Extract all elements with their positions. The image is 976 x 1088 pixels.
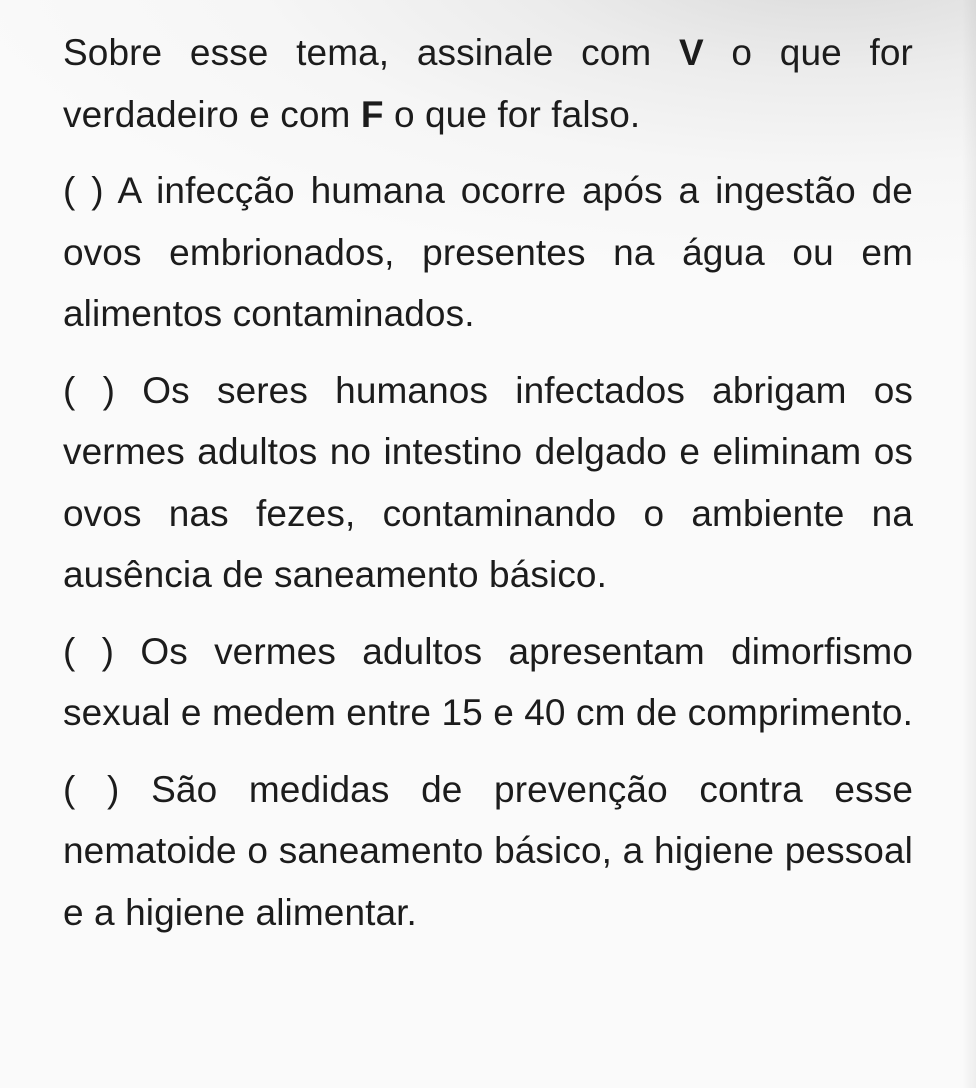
statement-4-answer-blank: ( ) [63, 768, 120, 810]
page-edge-shadow [962, 0, 976, 1088]
statement-3-answer-blank: ( ) [63, 630, 115, 672]
instruction-text-middle: o que for verdadeiro e com [63, 32, 913, 135]
statement-2-answer-blank: ( ) [63, 369, 116, 411]
statement-4 [63, 759, 913, 944]
statement-3 [63, 621, 913, 744]
question-document [63, 22, 913, 958]
statement-4-text: São medidas de prevenção contra esse nematoide o saneamento básico, a higiene pessoal e a higiene alimentar. [63, 768, 913, 933]
statement-2-text: Os seres humanos infectados abrigam os vermes adultos no intestino delgado e eliminam os ovos nas fezes, contaminando o ambiente na ausência de saneamento básico. [63, 369, 913, 595]
statement-1 [63, 160, 913, 345]
true-marker: V [678, 32, 704, 73]
instruction-text-start: Sobre esse tema, assinale com [63, 32, 679, 73]
statement-1-answer-blank: ( ) [63, 170, 104, 211]
question-instructions [63, 22, 913, 145]
statement-1-text: A infecção humana ocorre após a ingestão de ovos embrionados, presentes na água ou em alimentos contaminados. [63, 170, 913, 334]
instruction-text-end: o que for falso. [383, 93, 641, 135]
false-marker: F [360, 93, 384, 135]
statement-2 [63, 360, 913, 606]
statement-3-text: Os vermes adultos apresentam dimorfismo sexual e medem entre 15 e 40 cm de comprimento. [63, 630, 913, 733]
